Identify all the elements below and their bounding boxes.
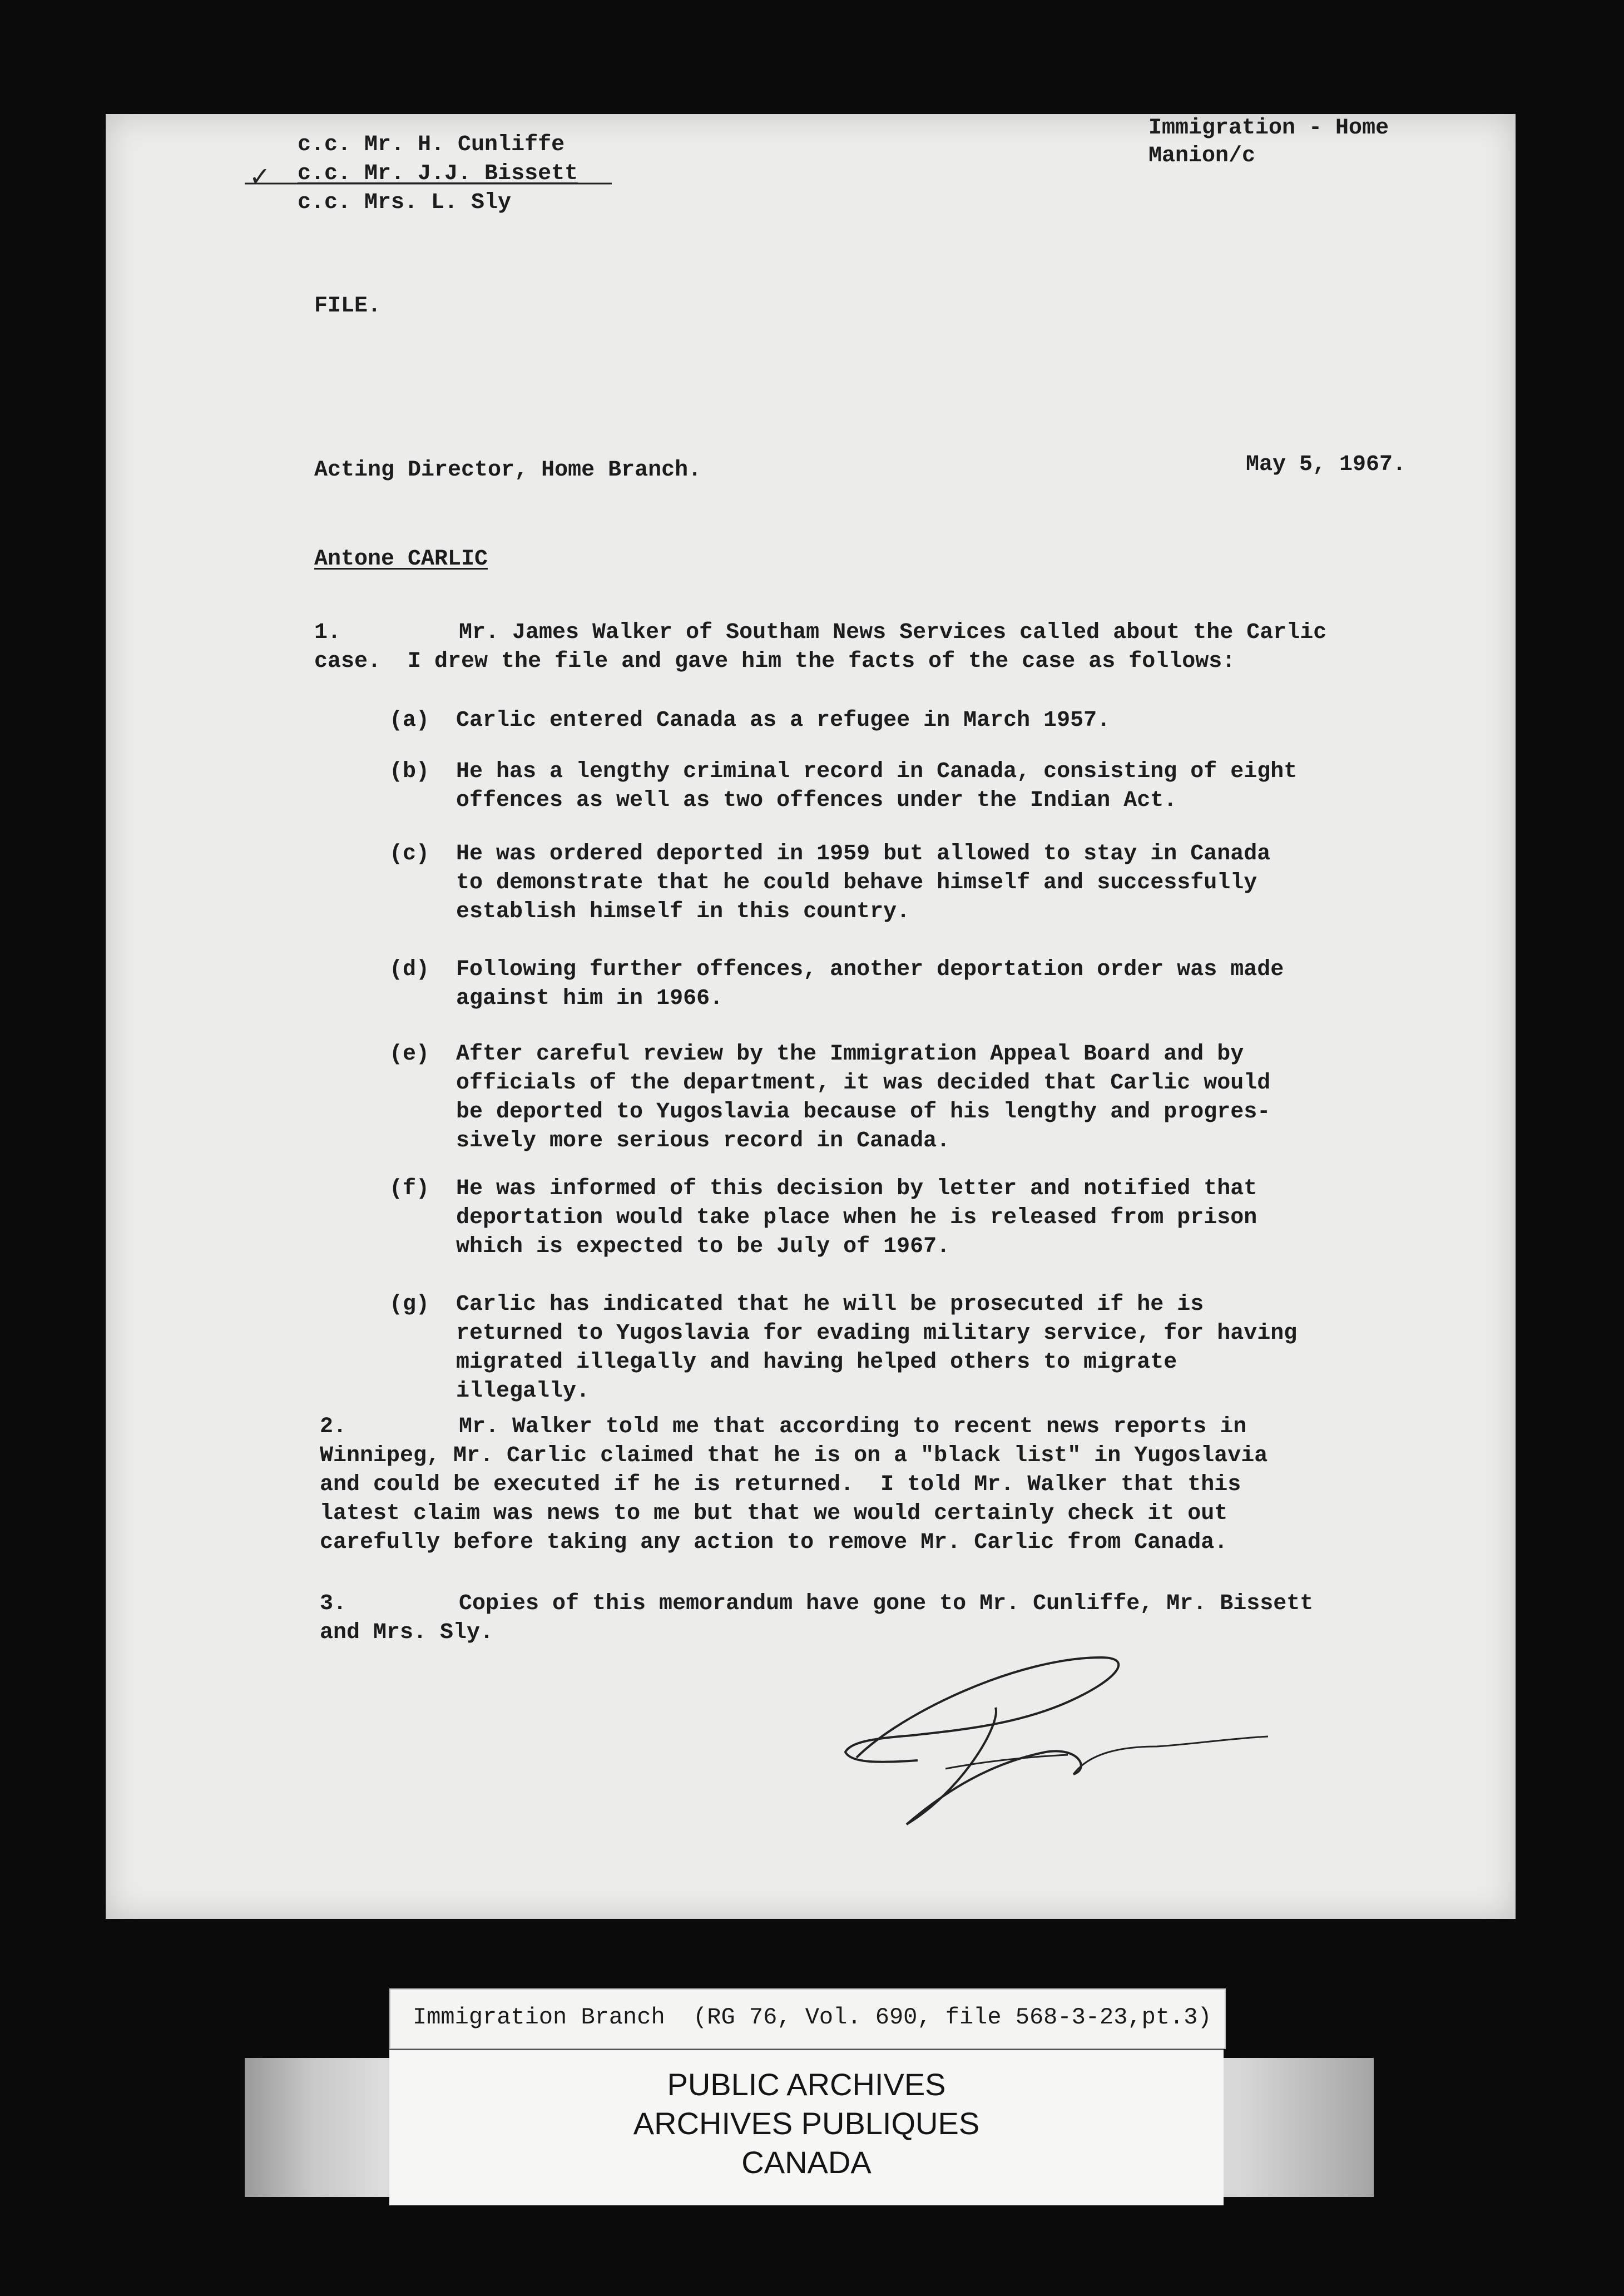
item-d-line: Following further offences, another deportation order was made [456, 957, 1284, 982]
stamp-line-3: CANADA [741, 2145, 872, 2180]
cc-line-sly: c.c. Mrs. L. Sly [298, 190, 512, 215]
archive-reference-text: Immigration Branch (RG 76, Vol. 690, file 568-3-23,pt.3) [413, 2004, 1212, 2031]
archive-reference-label [389, 1988, 1226, 2049]
item-f-line: which is expected to be July of 1967. [456, 1234, 950, 1259]
para2-number: 2. [320, 1414, 347, 1439]
item-a-line: Carlic entered Canada as a refugee in March 1957. [456, 708, 1111, 733]
cc-line-bissett: c.c. Mr. J.J. Bissett [298, 161, 578, 186]
item-e-line: be deported to Yugoslavia because of his lengthy and progres- [456, 1100, 1271, 1125]
item-d-letter: (d) [389, 957, 430, 982]
para2-line: and could be executed if he is returned. I told Mr. Walker that this [320, 1472, 1241, 1497]
para2-line: Mr. Walker told me that according to recent news reports in [459, 1414, 1247, 1439]
check-mark-icon: ✓ [249, 161, 271, 191]
subject-line: Antone CARLIC [314, 547, 488, 572]
archive-stamp [389, 2050, 1224, 2205]
item-f-line: deportation would take place when he is released from prison [456, 1205, 1257, 1230]
item-e-letter: (e) [389, 1042, 430, 1067]
item-f-line: He was informed of this decision by letter and notified that [456, 1176, 1257, 1201]
item-c-line: He was ordered deported in 1959 but allowed to stay in Canada [456, 842, 1271, 867]
item-g-line: illegally. [456, 1379, 590, 1404]
item-f-letter: (f) [389, 1176, 430, 1201]
item-b-line: offences as well as two offences under the Indian Act. [456, 788, 1177, 813]
cc-line-cunliffe: c.c. Mr. H. Cunliffe [298, 132, 565, 157]
stamp-line-1: PUBLIC ARCHIVES [667, 2067, 946, 2102]
item-g-line: Carlic has indicated that he will be prosecuted if he is [456, 1292, 1204, 1317]
para3-line: Copies of this memorandum have gone to Mr. Cunliffe, Mr. Bissett [459, 1591, 1314, 1616]
item-c-line: establish himself in this country. [456, 899, 910, 924]
item-g-line: returned to Yugoslavia for evading military service, for having [456, 1321, 1298, 1346]
para3-number: 3. [320, 1591, 347, 1616]
routing-line-2: Manion/c [1148, 144, 1256, 169]
para3-line: and Mrs. Sly. [320, 1620, 494, 1645]
item-c-letter: (c) [389, 842, 430, 867]
memo-date: May 5, 1967. [1246, 452, 1407, 477]
para2-line: carefully before taking any action to remove Mr. Carlic from Canada. [320, 1530, 1228, 1555]
para1-number: 1. [314, 620, 341, 645]
item-e-line: After careful review by the Immigration Appeal Board and by [456, 1042, 1244, 1067]
routing-line-1: Immigration - Home [1148, 116, 1389, 141]
item-c-line: to demonstrate that he could behave himself and successfully [456, 870, 1257, 895]
document-page [106, 114, 1516, 1919]
item-b-letter: (b) [389, 759, 430, 784]
para1-intro-line-1: Mr. James Walker of Southam News Services called about the Carlic [459, 620, 1327, 645]
item-e-line: sively more serious record in Canada. [456, 1129, 950, 1154]
item-b-line: He has a lengthy criminal record in Canada, consisting of eight [456, 759, 1298, 784]
item-e-line: officials of the department, it was decided that Carlic would [456, 1071, 1271, 1096]
stamp-line-2: ARCHIVES PUBLIQUES [633, 2106, 980, 2141]
item-g-letter: (g) [389, 1292, 430, 1317]
file-label: FILE. [314, 294, 382, 319]
para1-intro-line-2: case. I drew the file and gave him the facts of the case as follows: [314, 649, 1236, 674]
item-d-line: against him in 1966. [456, 986, 724, 1011]
item-g-line: migrated illegally and having helped others to migrate [456, 1350, 1177, 1375]
item-a-letter: (a) [389, 708, 430, 733]
para2-line: latest claim was news to me but that we would certainly check it out [320, 1501, 1228, 1526]
para2-line: Winnipeg, Mr. Carlic claimed that he is on a "black list" in Yugoslavia [320, 1443, 1268, 1468]
cc-underline-rule [245, 181, 612, 186]
handwritten-signature [834, 1641, 1290, 1852]
addressee: Acting Director, Home Branch. [314, 458, 702, 483]
